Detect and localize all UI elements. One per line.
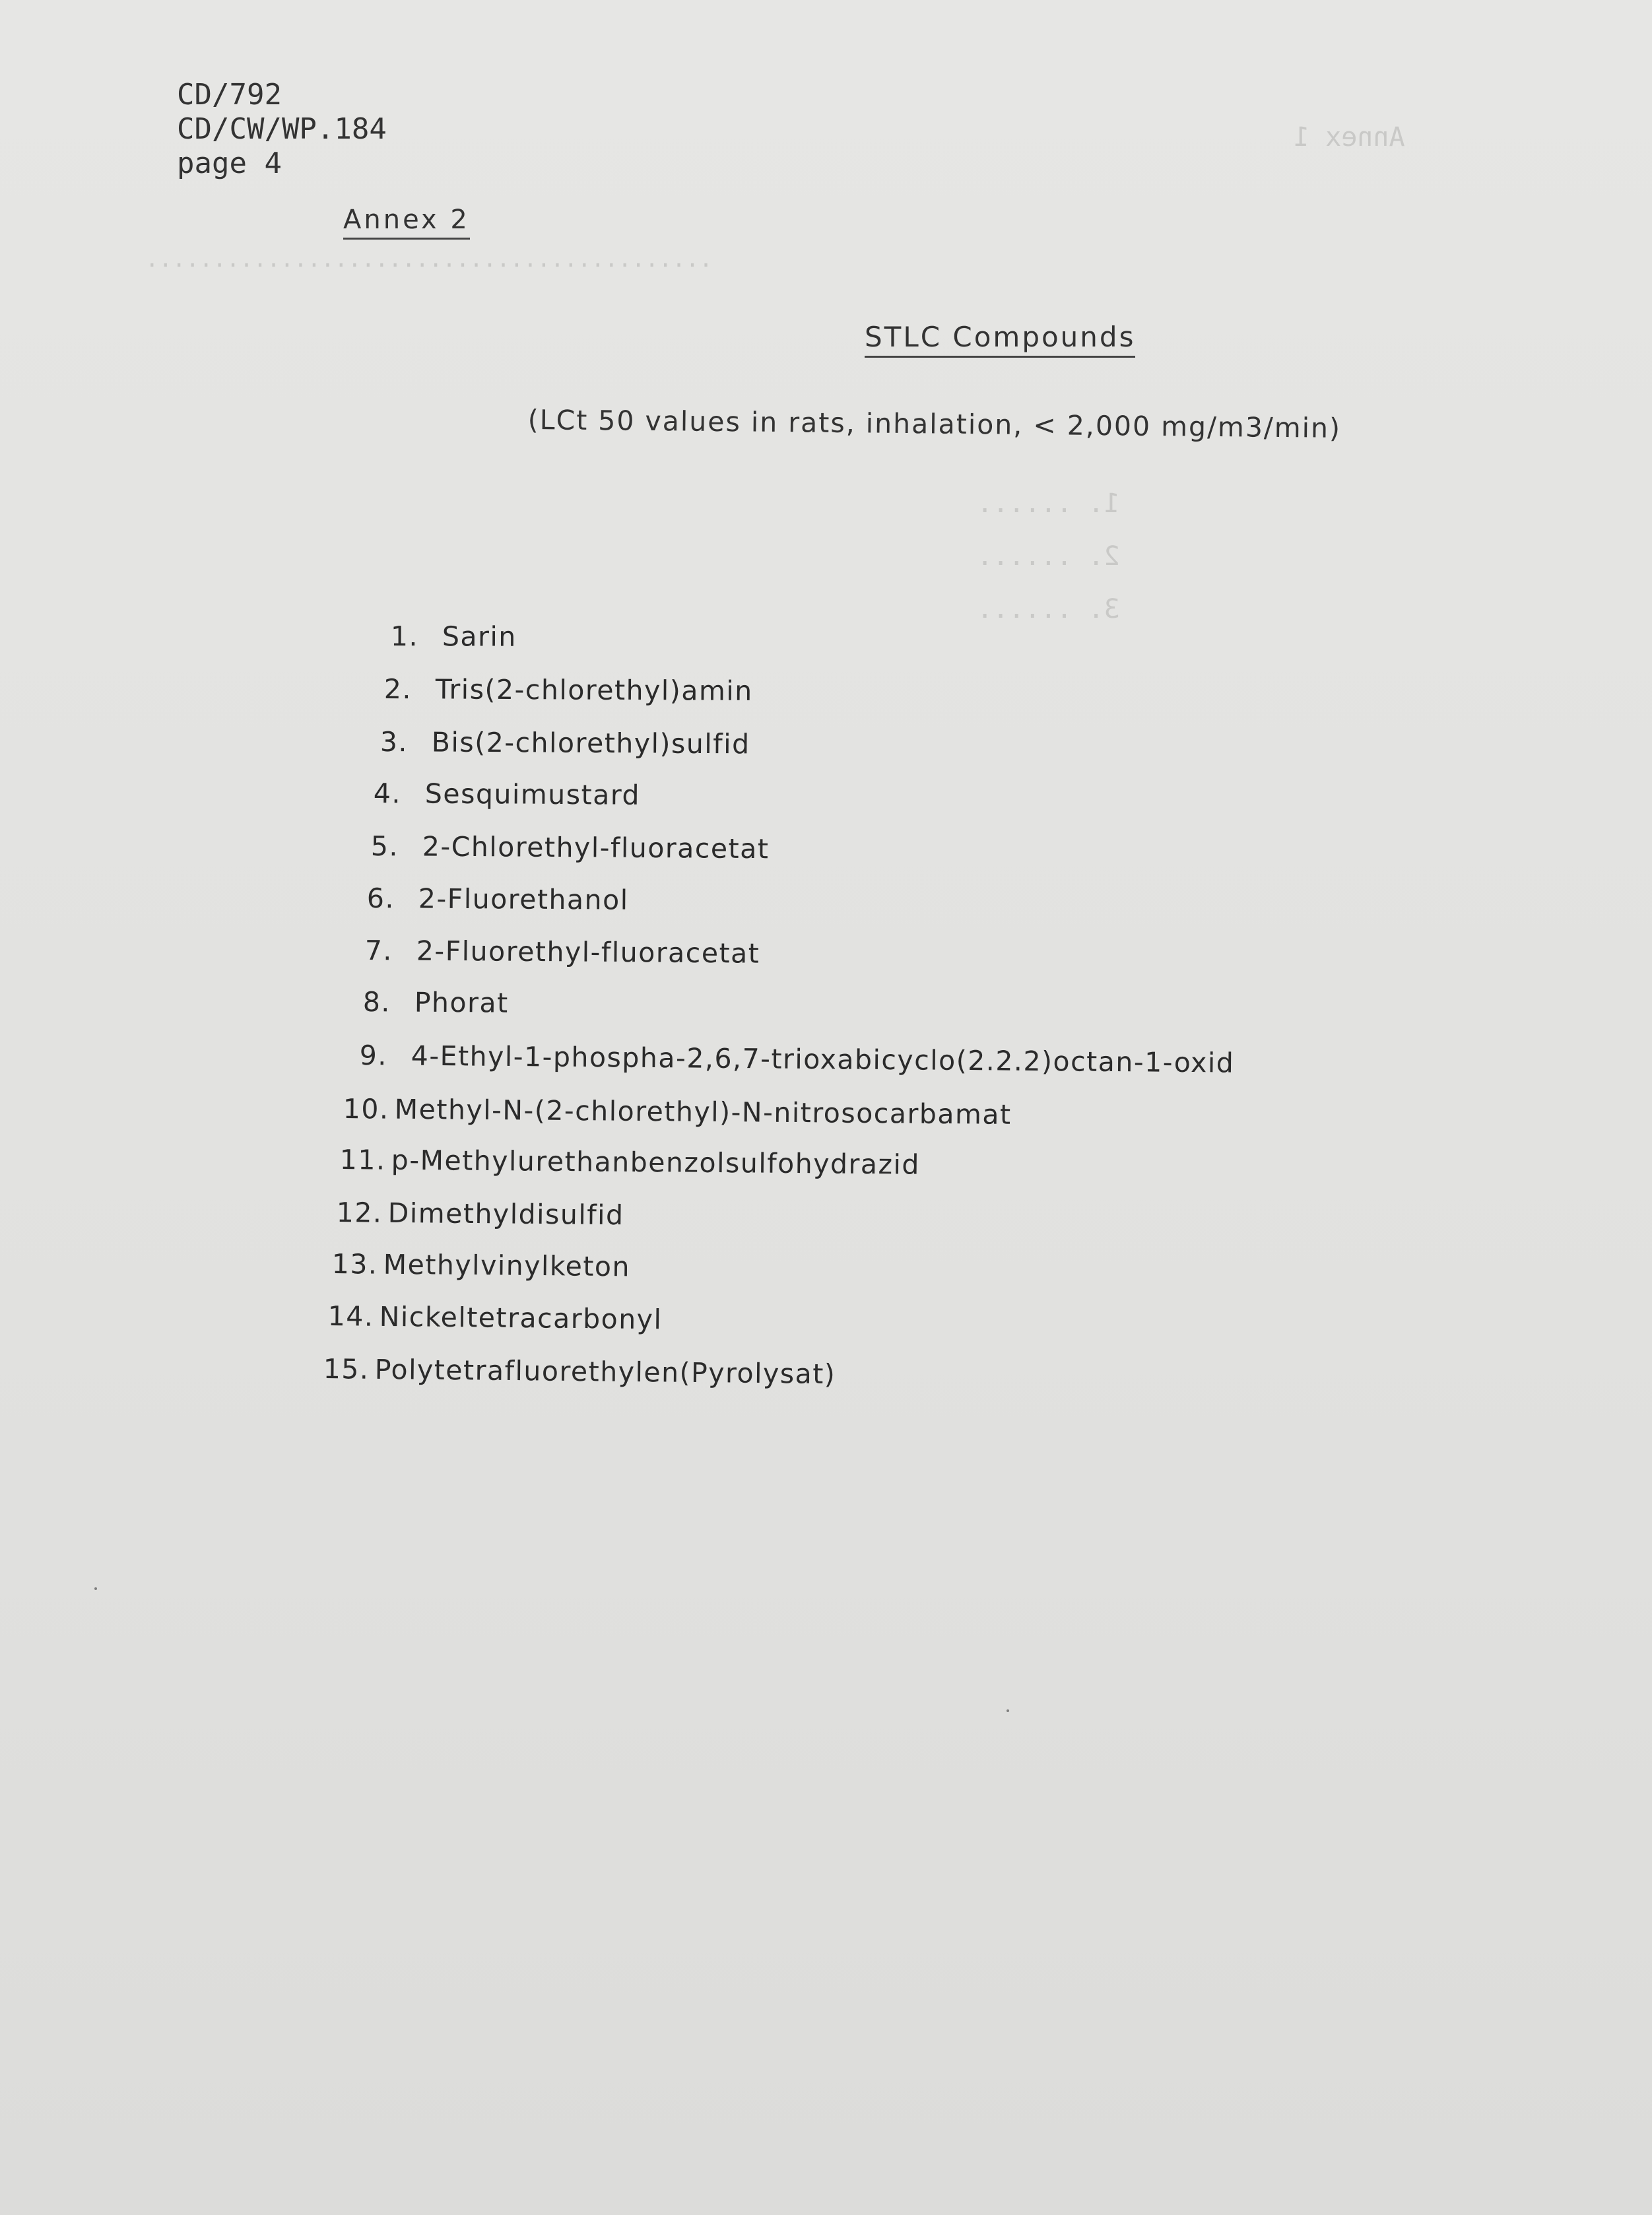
compound-name: Sesquimustard (424, 777, 641, 811)
annex-heading: Annex 2 (343, 205, 470, 240)
compound-number: 12. (336, 1197, 383, 1229)
compound-number: 3. (380, 726, 409, 758)
compound-number: 10. (343, 1093, 389, 1125)
compound-item (371, 830, 770, 865)
compound-name: 2-Chlorethyl-fluoracetat (422, 830, 770, 865)
bleed-through-text: Annex 1 (1294, 122, 1405, 152)
compound-item (343, 1093, 1012, 1131)
compound-name: Sarin (442, 620, 517, 653)
compound-name: 2-Fluorethyl-fluoracetat (416, 935, 760, 970)
compound-number: 6. (366, 882, 395, 915)
compound-number: 7. (364, 935, 393, 967)
compound-number: 14. (327, 1300, 374, 1333)
compound-item (380, 726, 750, 760)
compound-name: 4-Ethyl-1-phospha-2,6,7-trioxabicyclo(2.2.2)octan-1-oxid (411, 1040, 1235, 1079)
compound-name: Phorat (414, 986, 509, 1019)
compound-number: 1. (390, 620, 419, 653)
compound-item (391, 620, 517, 653)
compound-item (323, 1353, 836, 1390)
compound-name: Tris(2-chlorethyl)amin (435, 673, 753, 707)
compound-number: 2. (383, 673, 413, 706)
bleed-through-text: .......................................... (145, 246, 713, 273)
compound-item (384, 673, 753, 707)
compound-name: 2-Fluorethanol (418, 882, 629, 916)
compound-item (337, 1197, 624, 1231)
compound-number: 9. (359, 1040, 388, 1072)
bleed-through-text: 1. ...... (977, 488, 1120, 519)
bleed-through-text: 3. ...... (977, 594, 1120, 624)
compound-name: Nickeltetracarbonyl (379, 1300, 663, 1336)
paper-speck (94, 1587, 97, 1590)
compound-name: Methylvinylketon (383, 1248, 631, 1283)
doc-ref-secondary: CD/CW/WP.184 (177, 112, 387, 146)
page-subtitle: (LCt 50 values in rats, inhalation, < 2,000 mg/m3/min) (527, 404, 1342, 444)
doc-ref-primary: CD/792 (177, 78, 282, 112)
compound-number: 5. (370, 830, 399, 863)
compound-item (365, 935, 760, 970)
compound-name: Polytetrafluorethylen(Pyrolysat) (374, 1353, 836, 1391)
compound-item (340, 1144, 921, 1181)
compound-item (367, 882, 629, 916)
bleed-through-text: 2. ...... (977, 541, 1120, 572)
compound-item (363, 986, 509, 1019)
compound-name: p-Methylurethanbenzolsulfohydrazid (391, 1144, 921, 1181)
compound-number: 11. (339, 1144, 386, 1176)
document-reference-block (177, 78, 387, 181)
page-title: STLC Compounds (865, 321, 1135, 358)
page-number: page 4 (177, 147, 282, 180)
compound-item (360, 1040, 1235, 1079)
compound-number: 8. (362, 986, 391, 1018)
compound-number: 15. (323, 1353, 370, 1385)
paper-speck (1007, 1709, 1009, 1712)
compound-name: Bis(2-chlorethyl)sulfid (431, 726, 750, 760)
compound-number: 4. (373, 777, 402, 810)
compound-item (332, 1248, 631, 1282)
compound-item (327, 1300, 662, 1335)
compound-name: Dimethyldisulfid (387, 1197, 624, 1232)
compound-number: 13. (331, 1248, 378, 1280)
compound-name: Methyl-N-(2-chlorethyl)-N-nitrosocarbamat (394, 1093, 1012, 1131)
compound-item (374, 777, 640, 811)
